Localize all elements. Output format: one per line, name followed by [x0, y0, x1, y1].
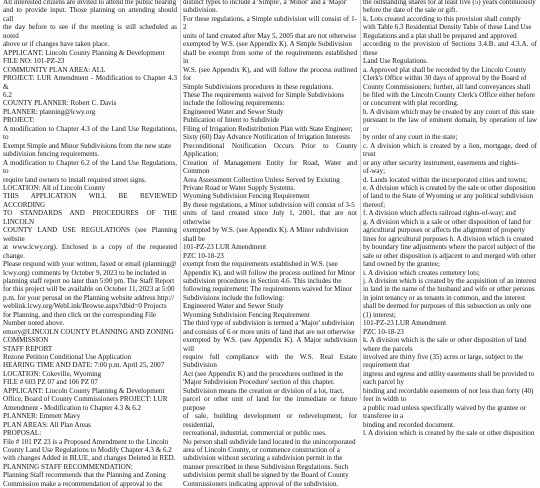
notice-line: Engineered Water and Sewer Study — [183, 107, 284, 116]
notice-line: COUNTY PLANNER: Robert C. Davis — [3, 99, 117, 108]
notice-line: Filing of Irrigation Redistribution Plan with State Engineer; — [183, 124, 353, 133]
notice-line: County Land Use Regulations to Modify Chapter 4.3 & 6.2 — [3, 446, 172, 455]
notice-line: subdivision. — [183, 6, 218, 15]
notice-line: in joint tenancy or as tenants in common, and the interest — [363, 293, 526, 302]
notice-line: 6.2 — [3, 90, 12, 99]
notice-line: Preconditional Notification Occurs Prior to County Application; — [183, 141, 358, 159]
notice-line: by order of any court in the state; — [363, 133, 458, 142]
notice-line: subdivision without securing a subdivision permit in the — [183, 454, 343, 463]
notice-line: Sixty (60) Day Advance Notification of Irrigation Interests — [183, 133, 350, 142]
notice-line: of-way; — [363, 167, 386, 176]
notice-line: STAFF REPORT — [3, 344, 53, 353]
notice-line: Wyoming Subdivision Fencing Requirement — [183, 310, 310, 319]
notice-line: and consists of 6 or more units of land that are not otherwise — [183, 327, 355, 336]
notice-line: All interested citizens are invited to attend the public hearing — [3, 0, 177, 6]
notice-line: Amendment - Modification to Chapter 4.3 & 6.2 — [3, 403, 142, 412]
notice-line: requirement that — [363, 361, 410, 370]
notice-line: for this project will be available on October 11, 2023 at 5:00 — [3, 285, 175, 294]
notice-line: distinct types to include a 'Simple', a 'Minor' and a 'Major' — [183, 0, 348, 6]
notice-line: PROPOSAL: — [3, 429, 42, 438]
notice-line: j. A division which is created by the acquisition of an interest — [363, 276, 537, 285]
notice-line: Creation of Management Entity for Road, Water and Common — [183, 158, 358, 176]
notice-line: thereof; — [363, 200, 386, 209]
notice-line: Commission make a recommendation of approval to the — [3, 479, 163, 488]
notice-line: (1) interest; — [363, 310, 396, 319]
notice-line: the day before to see if the meeting is still scheduled as noted — [3, 23, 178, 40]
column-left — [3, 0, 178, 488]
notice-line: binding and recordable easements of not less than forty (40) — [363, 386, 534, 395]
notice-line: Subdivisions include the following: — [183, 293, 285, 302]
notice-line: Wyoming Subdivision Fencing Requirement — [183, 192, 310, 201]
notice-line: emory@LINCOLN COUNTY PLANNING AND ZONING — [3, 327, 174, 336]
notice-line: according to the provision of Sections 3.4.B. and 4.3.A. of these — [363, 40, 538, 57]
notice-line: above or if changes have taken place. — [3, 40, 110, 49]
notice-line: Act (see Appendix K) and the procedures outlined in the — [183, 369, 344, 378]
notice-line: each parcel by — [363, 378, 404, 387]
notice-line: in land in the name of the husband and wife or other persons — [363, 285, 535, 294]
notice-line: exempt from the requirements established in W.S. (see — [183, 260, 338, 269]
notice-line: A modification to Chapter 6.2 of the Land Use Regulations, to — [3, 158, 178, 176]
notice-line: PROJECT: — [3, 116, 35, 125]
notice-line: Commissioners indicating approval of the subdivision. — [183, 479, 339, 488]
notice-line: transferee in a — [363, 412, 404, 421]
notice-line: require land owners to install required street signs. — [3, 175, 147, 184]
notice-line: These The requirements waived for Simple Subdivisions — [183, 90, 345, 99]
notice-line: pursuant to the law of eminent domain, by operation of law or — [363, 116, 538, 133]
notice-line: No person shall subdivide land located in the unincorporated — [183, 437, 356, 446]
notice-line: Regulations and a plat shall be prepared and approved — [363, 31, 517, 40]
notice-line: at www.lcwy.org). Enclosed is a copy of the requested change. — [3, 243, 178, 260]
notice-line: recreational, industrial, commercial or public uses. — [183, 429, 327, 438]
notice-line: HEARING TIME AND DATE: 7:00 p.m. April 25, 2007 — [3, 361, 165, 370]
notice-line: COMMUNITY PLAN AREA: ALL — [3, 65, 106, 74]
notice-line: manner prescribed in these Subdivision Regulations. Such — [183, 462, 349, 471]
notice-line: Number noted above. — [3, 319, 65, 328]
notice-line: THIS APPLICATION WILL BE REVIEWED ACCORDING — [3, 192, 178, 209]
column-divider — [180, 0, 181, 400]
notice-line: subdivision procedures in Section 4.6. This includes the — [183, 276, 342, 285]
notice-line: LOCATION: Cokeville, Wyoming — [3, 369, 102, 378]
notice-line: W.S. (see Appendix K), and will follow the process outlined for — [183, 65, 358, 83]
notice-line: e. A division which is created by the sale or other disposition — [363, 183, 536, 192]
notice-line: p.m. for your perusal on the Planning website address http:// — [3, 293, 175, 302]
column-middle — [183, 0, 358, 488]
notice-line: Publication of Intent to Subdivide — [183, 116, 280, 125]
notice-line: the outstanding shares for at least five (5) years continuously — [363, 0, 536, 6]
notice-line: Subdivision means the creation or division of a lot, tract, — [183, 386, 344, 395]
notice-line: The third type of subdivision is termed a 'Major' subdivision — [183, 319, 355, 328]
notice-line: be filed with the Lincoln County Clerk's Office either before — [363, 90, 535, 99]
notice-line: and to provide input. Those planning on attending should call — [3, 6, 178, 23]
notice-line: agricultural purposes or affects the alignment of property — [363, 226, 525, 235]
notice-line: File # 101 PZ 23 is a Proposed Amendment to the Lincoln — [3, 437, 169, 446]
notice-line: COUNTY LAND USE REGULATIONS (see Planning website — [3, 226, 178, 243]
notice-line: 101-PZ-23 LUR Amendment — [183, 243, 267, 252]
notice-line: following requirement: The requirements waived for Minor — [183, 285, 352, 294]
notice-line: units of land created after May 5, 2005 that are not otherwise — [183, 31, 357, 40]
notice-line: where the parcels — [363, 344, 413, 353]
notice-line: planning staff report no later than 5:00 pm. The Staff Report — [3, 276, 175, 285]
notice-line: PZC 10-18-23 — [363, 327, 404, 336]
notice-line: exempted by W.S. (see Appendix K). A Minor subdivision — [183, 226, 349, 235]
notice-line: require full compliance with the W.S. Real Estate Subdivision — [183, 353, 358, 370]
notice-line: COMMISSION — [3, 336, 49, 345]
column-divider — [360, 0, 361, 400]
notice-line: FILE # 603 PZ 07 and 106 PZ 07 — [3, 378, 98, 387]
notice-line: k. Lots created according to this provision shall comply — [363, 14, 521, 23]
notice-line: Office, Board of County Commissioners PROJECT: LUR — [3, 395, 168, 404]
notice-line: Engineered Water and Sewer Study — [183, 302, 284, 311]
notice-line: shall be deemed for purposes of this subsection as only one — [363, 302, 532, 311]
notice-line: shall be — [183, 234, 205, 243]
notice-line: parcel or other unit of land for the immediate or future purpose — [183, 395, 358, 412]
column-right — [363, 0, 538, 438]
notice-line: k. A division which is the sale or other disposition of land — [363, 336, 527, 345]
notice-line: a. Approved plat shall be recorded by the Lincoln County — [363, 65, 527, 74]
notice-line: A modification to Chapter 4.3 of the Land Use Regulations, to — [3, 124, 178, 142]
notice-line: binding and recorded document. — [363, 420, 455, 429]
notice-line: 101-PZ-23 LUR Amendment — [363, 319, 447, 328]
notice-line: By these regulations, a Minor subdivision will consist of 3-5 — [183, 200, 355, 209]
notice-line: 'Major Subdivision Procedure' section of this chapter. — [183, 378, 335, 387]
notice-line: h. A division which may be created by any court of this state — [363, 107, 535, 116]
notice-line: PZC 10-18-23 — [183, 251, 224, 260]
notice-line: For these regulations, a Simple subdivision will consist of 1-2 — [183, 14, 358, 32]
notice-line: PLANNER: planning@lcwy.org — [3, 107, 96, 116]
notice-line: with changes Added in BLUE, and changes Deleted in RED. — [3, 454, 176, 463]
notice-line: TO STANDARDS AND PROCEDURES OF THE LINCOLN — [3, 209, 178, 226]
notice-line: Area Assessment Collection Unless Served by Existing — [183, 175, 340, 184]
notice-line: area of Lincoln County, or commence construction of a — [183, 446, 340, 455]
notice-line: d. Lands located within the incorporated cities and towns; — [363, 175, 528, 184]
notice-line: PLAN AREAS: All Plan Areas — [3, 420, 91, 429]
notice-line: LOCATION: All of Lincoln County — [3, 183, 106, 192]
notice-line: APPLICANT: Lincoln County Planning & Development — [3, 48, 165, 57]
notice-line: include the following requirements: — [183, 99, 285, 108]
notice-line: APPLICANT: Lincoln County Planning & Development — [3, 386, 165, 395]
notice-line: subdivision fencing requirements. — [3, 150, 100, 159]
notice-line: Rezone Petition Conditional Use Application — [3, 353, 132, 362]
notice-line: Clerk's Office within 30 days of approval by the Board of — [363, 74, 527, 83]
notice-line: PLANNER: Emmett Mavy — [3, 412, 81, 421]
notice-line: i. A division which creates cemetery lots; — [363, 268, 480, 277]
notice-line: Appendix K), and will follow the process outlined for Minor — [183, 268, 356, 277]
notice-line: of land to the State of Wyoming or any political subdivision — [363, 192, 534, 201]
notice-line: l. A division which is created by the sale or other disposition — [363, 429, 535, 438]
notice-line: g. A division which is a sale or other disposition of land for — [363, 217, 532, 226]
notice-line: by boundary line adjustments where the parcel subject of the — [363, 243, 536, 252]
notice-line: with Table 6.3 Residential Density Table of these Land Use — [363, 23, 532, 32]
notice-line: a public road unless specifically waived by the grantee or — [363, 403, 526, 412]
notice-line: of sale, building development or redevelopment, for residential, — [183, 412, 358, 429]
notice-line: or any other security instrument, easements and rights- — [363, 158, 519, 167]
notice-line: subdivision permit shall be signed by the Board of County — [183, 471, 349, 480]
notice-line: FILE NO: 101-PZ-23 — [3, 57, 65, 66]
notice-line: exempted by W.S. (see Appendix K). A Major subdivision will — [183, 336, 358, 353]
notice-line: Planning Staff recommends that the Planning and Zoning — [3, 471, 166, 480]
notice-line: lcwy.org) comments by October 9, 2023 to be included in — [3, 268, 167, 277]
notice-line: involved are thirty five (35) acres or large, subject to the — [363, 353, 524, 362]
notice-line: lines for agricultural purposes h. A division which is created — [363, 234, 534, 243]
notice-line: Please respond with your written, faxed or email (planning@ — [3, 260, 177, 269]
notice-line: PLANNING STAFF RECOMMENDATION: — [3, 462, 133, 471]
notice-line: Simple Subdivisions procedures in these regulations. — [183, 82, 334, 91]
notice-line: shall be exempt from some of the requirements established in — [183, 48, 358, 66]
notice-line: weblink.lcwy.org/WebLink/Browse.aspx?dbid=0 Projects — [3, 302, 167, 311]
notice-line: c. A division which is created by a lien, mortgage, deed of trust — [363, 141, 538, 159]
notice-line: feet in width to — [363, 395, 407, 404]
notice-line: units of land created since July 1, 2001, that are not otherwise — [183, 209, 358, 226]
notice-line: before the date of the sale or gift. — [363, 6, 458, 15]
notice-line: for Planning, and then click on the corresponding File — [3, 310, 157, 319]
notice-line: exempted by W.S. (see Appendix K). A Simple Subdivision — [183, 40, 352, 49]
notice-line: land owned by the grantee; — [363, 260, 440, 269]
notice-line: Land Use Regulations. — [363, 57, 428, 66]
notice-line: PROJECT: LUR Amendment - Modification to Chapter 4.3 & — [3, 74, 178, 91]
notice-line: f. A division which affects railroad rights-of-way; and — [363, 209, 516, 218]
notice-line: or concurrent with plat recording. — [363, 99, 459, 108]
notice-line: Exempt Simple and Minor Subdivisions from the new state — [3, 141, 172, 150]
notice-line: County Commissioners; further, all land conveyances shall — [363, 82, 531, 91]
notice-line: ingress and egress and utility easements shall be provided to — [363, 369, 535, 378]
notice-line: Private Road or Water Supply Systems. — [183, 183, 295, 192]
notice-line: sale or other disposition is adjacent to and merged with other — [363, 251, 536, 260]
